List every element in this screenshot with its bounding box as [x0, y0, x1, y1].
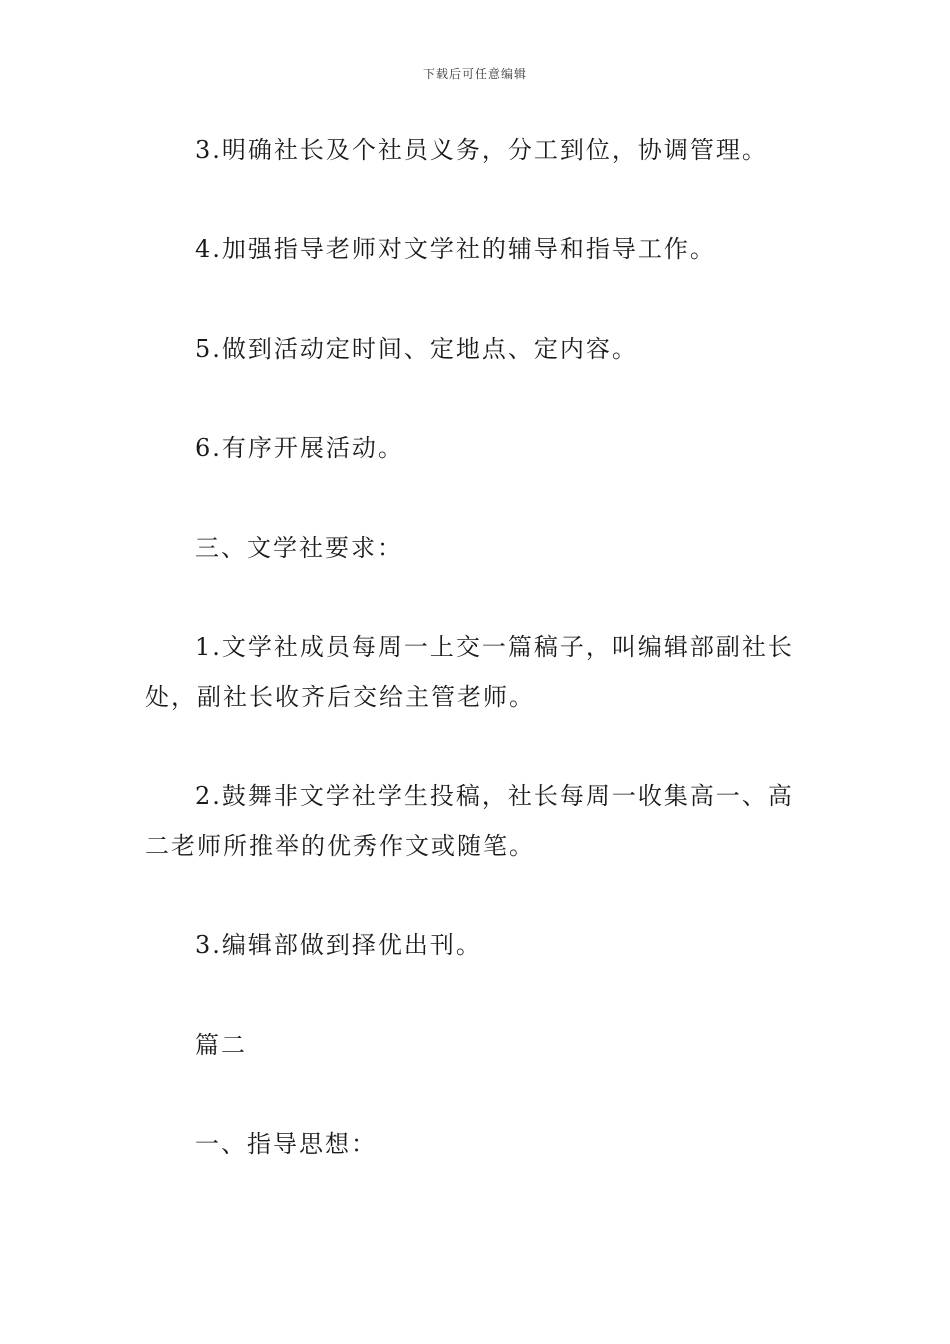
paragraph-activity-schedule: 5.做到活动定时间、定地点、定内容。: [195, 335, 638, 363]
paragraph-encourage-submissions: 2.鼓舞非文学社学生投稿，社长每周一收集高一、高二老师所推举的优秀作文或随笔。: [145, 782, 794, 860]
paragraph-orderly-activities: 6.有序开展活动。: [195, 434, 404, 462]
paragraph-weekly-submission: 1.文学社成员每周一上交一篇稿子，叫编辑部副社长处，副社长收齐后交给主管老师。: [145, 633, 794, 711]
section-title-part-two: 篇二: [195, 1031, 247, 1059]
section-heading-guiding-ideology: 一、指导思想：: [195, 1130, 377, 1158]
paragraph-duty-division: 3.明确社长及个社员义务，分工到位，协调管理。: [195, 136, 768, 164]
paragraph-select-best: 3.编辑部做到择优出刊。: [195, 931, 482, 959]
section-heading-requirements: 三、文学社要求：: [195, 534, 403, 562]
page-header-note: 下载后可任意编辑: [422, 67, 527, 81]
paragraph-advisor-guidance: 4.加强指导老师对文学社的辅导和指导工作。: [195, 235, 716, 263]
